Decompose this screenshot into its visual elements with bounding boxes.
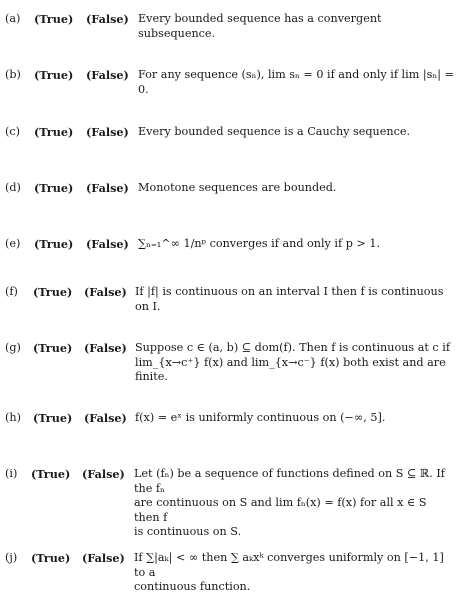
true-option[interactable]: (True) xyxy=(34,68,74,82)
false-option[interactable]: (False) xyxy=(86,68,129,82)
false-option[interactable]: (False) xyxy=(82,551,125,565)
question-label: (g) xyxy=(5,341,21,354)
question-statement: If ∑|aₖ| < ∞ then ∑ aₖxᵏ converges uniformly on [−1, 1] to a continuous function. xyxy=(134,551,444,593)
question-statement: For any sequence (sₙ), lim sₙ = 0 if and only if lim |sₙ| = 0. xyxy=(138,68,454,96)
question-statement: Suppose c ∈ (a, b) ⊆ dom(f). Then f is continuous at c if lim_{x→c⁺} f(x) and lim_{x→c⁻} f(x) both exist and are finite. xyxy=(135,341,450,383)
question-label: (a) xyxy=(5,12,21,25)
question-label: (h) xyxy=(5,411,21,424)
true-option[interactable]: (True) xyxy=(31,467,71,481)
true-option[interactable]: (True) xyxy=(34,181,74,195)
true-option[interactable]: (True) xyxy=(34,12,74,26)
false-option[interactable]: (False) xyxy=(84,285,127,299)
false-option[interactable]: (False) xyxy=(86,237,129,251)
false-option[interactable]: (False) xyxy=(84,341,127,355)
question-statement: Let (fₙ) be a sequence of functions defined on S ⊆ ℝ. If the fₙ are continuous on S and lim fₙ(x) = f(x) for all x ∈ S then f is continuous on S. xyxy=(134,467,445,538)
true-option[interactable]: (True) xyxy=(33,411,73,425)
false-option[interactable]: (False) xyxy=(86,181,129,195)
question-label: (b) xyxy=(5,68,21,81)
question-statement: ∑ₙ₌₁^∞ 1/nᵖ converges if and only if p > 1. xyxy=(138,237,381,250)
question-label: (c) xyxy=(5,125,20,138)
question-label: (f) xyxy=(5,285,18,298)
question-label: (e) xyxy=(5,237,21,250)
true-option[interactable]: (True) xyxy=(33,341,73,355)
true-option[interactable]: (True) xyxy=(34,125,74,139)
question-statement: Every bounded sequence has a convergent subsequence. xyxy=(138,12,382,40)
question-statement: f(x) = eˣ is uniformly continuous on (−∞, 5]. xyxy=(135,411,386,424)
false-option[interactable]: (False) xyxy=(86,12,129,26)
question-statement: Every bounded sequence is a Cauchy sequence. xyxy=(138,125,411,138)
true-option[interactable]: (True) xyxy=(34,237,74,251)
question-label: (i) xyxy=(5,467,18,480)
false-option[interactable]: (False) xyxy=(86,125,129,139)
false-option[interactable]: (False) xyxy=(84,411,127,425)
question-label: (d) xyxy=(5,181,21,194)
true-option[interactable]: (True) xyxy=(33,285,73,299)
question-statement: If |f| is continuous on an interval I then f is continuous on I. xyxy=(135,285,444,313)
false-option[interactable]: (False) xyxy=(82,467,125,481)
true-option[interactable]: (True) xyxy=(31,551,71,565)
question-statement: Monotone sequences are bounded. xyxy=(138,181,337,194)
question-label: (j) xyxy=(5,551,18,564)
